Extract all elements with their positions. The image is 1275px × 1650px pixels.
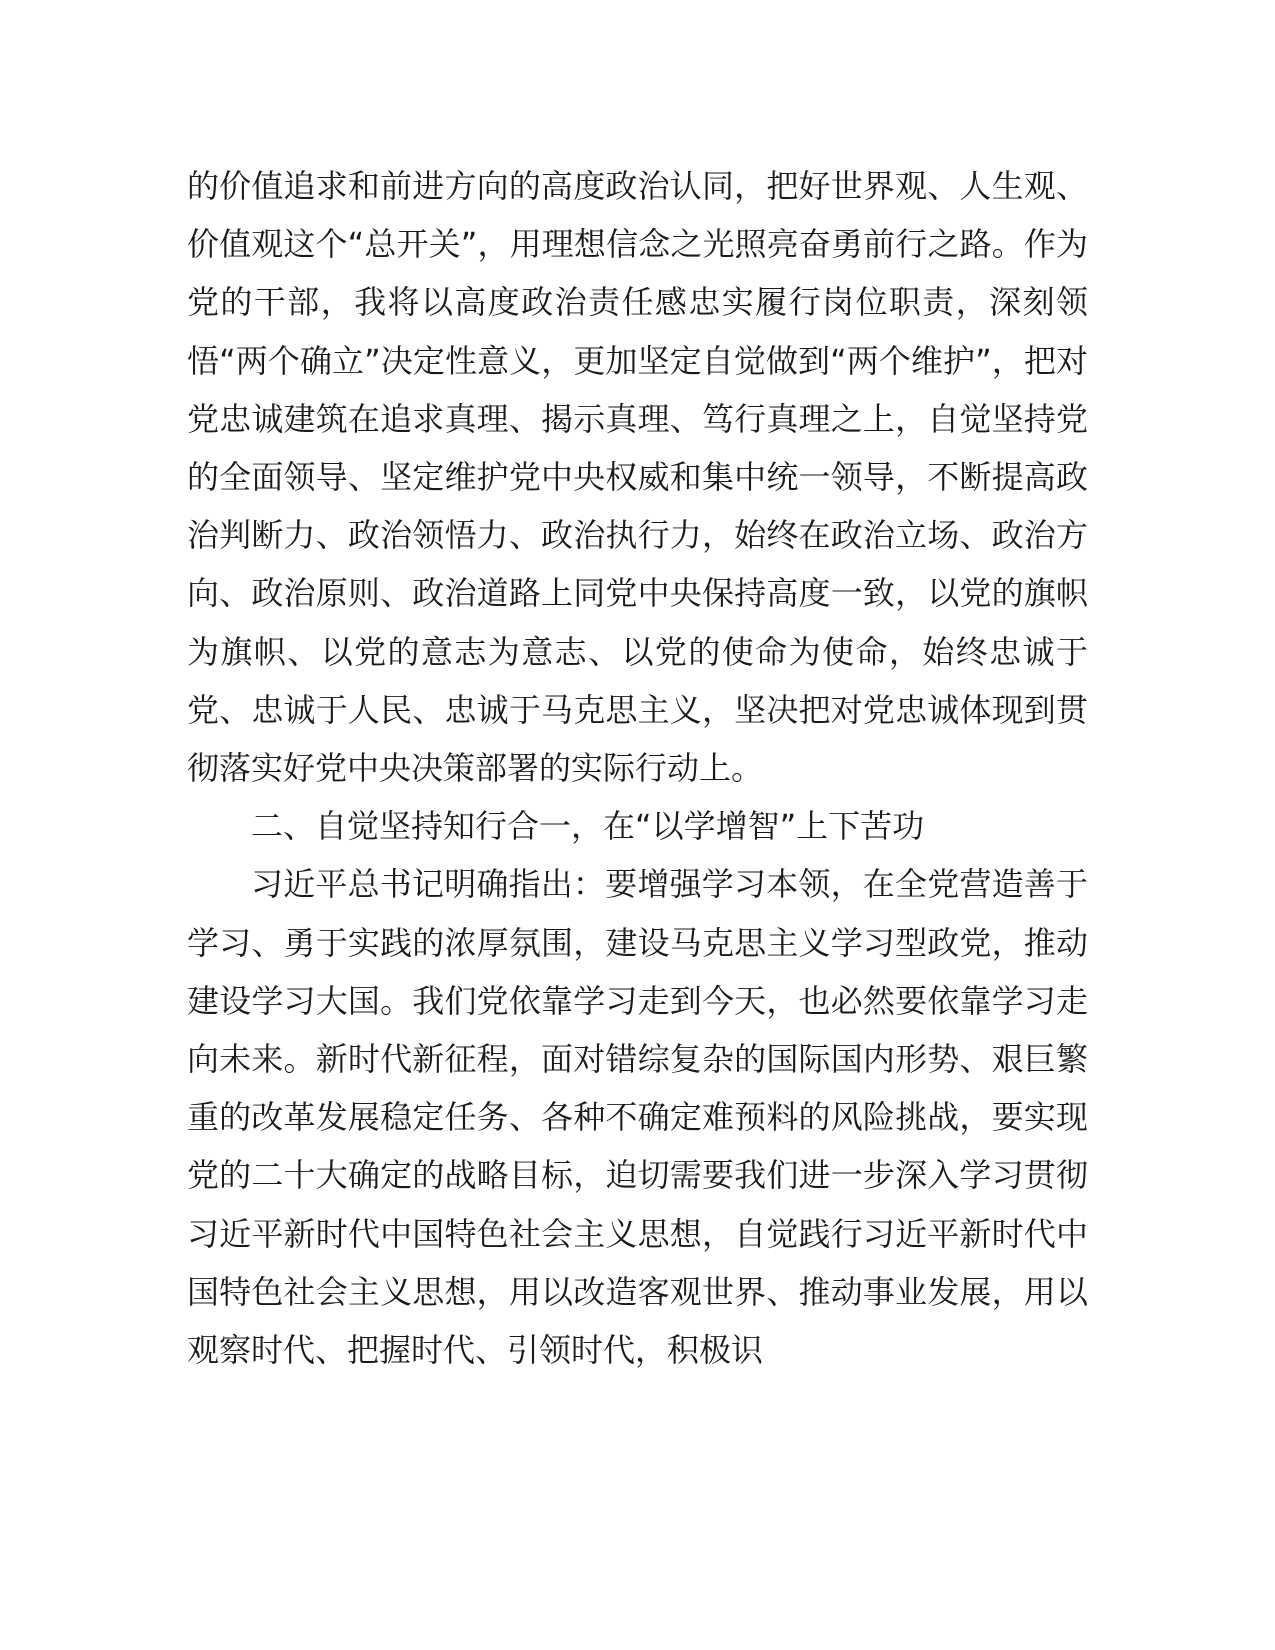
paragraph-section-body: 习近平总书记明确指出：要增强学习本领，在全党营造善于学习、勇于实践的浓厚氛围，建设马克思主义学习型政党，推动建设学习大国。我们党依靠学习走到今天，也必然要依靠学习走向未来。新时代新征程，面对错综复杂的国际国内形势、艰巨繁重的改革发展稳定任务、各种不确定难预料的风险挑战，要实现党的二十大确定的战略目标，迫切需要我们进一步深入学习贯彻习近平新时代中国特色社会主义思想，自觉践行习近平新时代中国特色社会主义思想，用以改造客观世界、推动事业发展，用以观察时代、把握时代、引领时代，积极识 <box>187 865 1088 1370</box>
document-body <box>187 157 1088 1379</box>
paragraph-continuation: 的价值追求和前进方向的高度政治认同，把好世界观、人生观、价值观这个“总开关”，用理想信念之光照亮奋勇前行之路。作为党的干部，我将以高度政治责任感忠实履行岗位职责，深刻领悟“两个确立”决定性意义，更加坚定自觉做到“两个维护”，把对党忠诚建筑在追求真理、揭示真理、笃行真理之上，自觉坚持党的全面领导、坚定维护党中央权威和集中统一领导，不断提高政治判断力、政治领悟力、政治执行力，始终在政治立场、政治方向、政治原则、政治道路上同党中央保持高度一致，以党的旗帜为旗帜、以党的意志为意志、以党的使命为使命，始终忠诚于党、忠诚于人民、忠诚于马克思主义，坚决把对党忠诚体现到贯彻落实好党中央决策部署的实际行动上。 <box>187 167 1088 788</box>
section-heading: 二、自觉坚持知行合一，在“以学增智”上下苦功 <box>251 807 925 846</box>
